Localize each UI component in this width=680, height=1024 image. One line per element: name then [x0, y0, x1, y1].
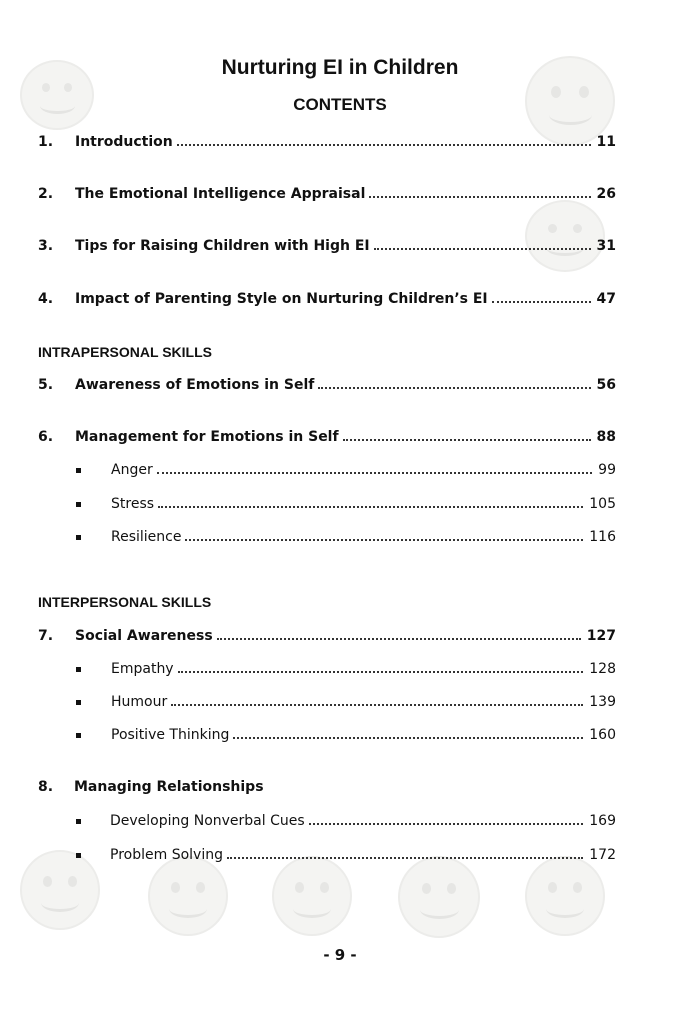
- dot-leader: [171, 704, 583, 706]
- section-heading-interpersonal: INTERPERSONAL SKILLS: [38, 594, 212, 610]
- subentry-page: 169: [589, 813, 616, 829]
- toc-entry[interactable]: [38, 238, 616, 254]
- subentry-title: Humour: [111, 694, 168, 710]
- toc-subentry[interactable]: [110, 813, 616, 829]
- entry-page: 47: [596, 291, 616, 307]
- watermark-smiley-icon: [398, 856, 480, 938]
- dot-leader: [217, 638, 581, 640]
- bullet-icon: [76, 733, 81, 738]
- entry-number: 7.: [38, 628, 54, 644]
- toc-entry[interactable]: [38, 377, 616, 393]
- toc-entry[interactable]: [38, 628, 616, 644]
- bullet-icon: [76, 819, 81, 824]
- bullet-icon: [76, 502, 81, 507]
- subentry-page: 139: [589, 694, 616, 710]
- entry-page: 31: [596, 238, 616, 254]
- entry-number: 2.: [38, 186, 54, 202]
- section-heading-intrapersonal: INTRAPERSONAL SKILLS: [38, 344, 212, 360]
- subentry-title: Stress: [111, 496, 155, 512]
- dot-leader: [157, 472, 592, 474]
- entry-page: 11: [596, 134, 616, 150]
- entry-page: 26: [596, 186, 616, 202]
- dot-leader: [309, 823, 584, 825]
- subentry-title: Problem Solving: [110, 847, 223, 863]
- toc-entry[interactable]: [38, 779, 616, 795]
- entry-page: 56: [596, 377, 616, 393]
- toc-subentry[interactable]: [111, 661, 616, 677]
- toc-subentry[interactable]: [111, 462, 616, 478]
- entry-number: 1.: [38, 134, 54, 150]
- entry-title: The Emotional Intelligence Appraisal: [75, 186, 366, 202]
- subentry-title: Positive Thinking: [111, 727, 230, 743]
- subentry-page: 99: [598, 462, 616, 478]
- dot-leader: [178, 671, 584, 673]
- dot-leader: [318, 387, 590, 389]
- bullet-icon: [76, 667, 81, 672]
- toc-entry[interactable]: [38, 186, 616, 202]
- toc-subentry[interactable]: [110, 847, 616, 863]
- subentry-page: 128: [589, 661, 616, 677]
- entry-number: 4.: [38, 291, 54, 307]
- watermark-smiley-icon: [525, 200, 605, 272]
- toc-entry[interactable]: [38, 134, 616, 150]
- dot-leader: [233, 737, 583, 739]
- bullet-icon: [76, 468, 81, 473]
- toc-subentry[interactable]: [111, 694, 616, 710]
- dot-leader: [374, 248, 591, 250]
- toc-entry[interactable]: [38, 291, 616, 307]
- entry-title: Management for Emotions in Self: [75, 429, 339, 445]
- entry-page: 127: [586, 628, 616, 644]
- bullet-icon: [76, 535, 81, 540]
- book-title: Nurturing EI in Children: [221, 56, 459, 79]
- watermark-smiley-icon: [272, 856, 352, 936]
- toc-subentry[interactable]: [111, 727, 616, 743]
- entry-title: Managing Relationships: [74, 779, 264, 795]
- dot-leader: [227, 857, 583, 859]
- dot-leader: [492, 301, 591, 303]
- dot-leader: [158, 506, 583, 508]
- dot-leader: [185, 539, 583, 541]
- toc-subentry[interactable]: [111, 529, 616, 545]
- dot-leader: [343, 439, 591, 441]
- dot-leader: [369, 196, 590, 198]
- subentry-page: 172: [589, 847, 616, 863]
- subentry-page: 116: [589, 529, 616, 545]
- toc-entry[interactable]: [38, 429, 616, 445]
- entry-number: 8.: [38, 779, 54, 795]
- entry-title: Impact of Parenting Style on Nurturing Children’s EI: [75, 291, 488, 307]
- toc-subentry[interactable]: [111, 496, 616, 512]
- dot-leader: [177, 144, 591, 146]
- subentry-title: Anger: [111, 462, 153, 478]
- watermark-smiley-icon: [20, 850, 100, 930]
- entry-title: Social Awareness: [75, 628, 213, 644]
- entry-number: 6.: [38, 429, 54, 445]
- watermark-smiley-icon: [525, 856, 605, 936]
- subentry-title: Empathy: [111, 661, 174, 677]
- subentry-page: 105: [589, 496, 616, 512]
- entry-title: Awareness of Emotions in Self: [75, 377, 315, 393]
- bullet-icon: [76, 853, 81, 858]
- watermark-smiley-icon: [148, 856, 228, 936]
- subentry-page: 160: [589, 727, 616, 743]
- bullet-icon: [76, 700, 81, 705]
- subentry-title: Developing Nonverbal Cues: [110, 813, 305, 829]
- entry-page: 88: [596, 429, 616, 445]
- entry-title: Tips for Raising Children with High EI: [75, 238, 370, 254]
- subentry-title: Resilience: [111, 529, 182, 545]
- entry-title: Introduction: [75, 134, 173, 150]
- page-number: - 9 -: [323, 946, 357, 964]
- contents-heading: CONTENTS: [293, 95, 387, 114]
- entry-number: 3.: [38, 238, 54, 254]
- entry-number: 5.: [38, 377, 54, 393]
